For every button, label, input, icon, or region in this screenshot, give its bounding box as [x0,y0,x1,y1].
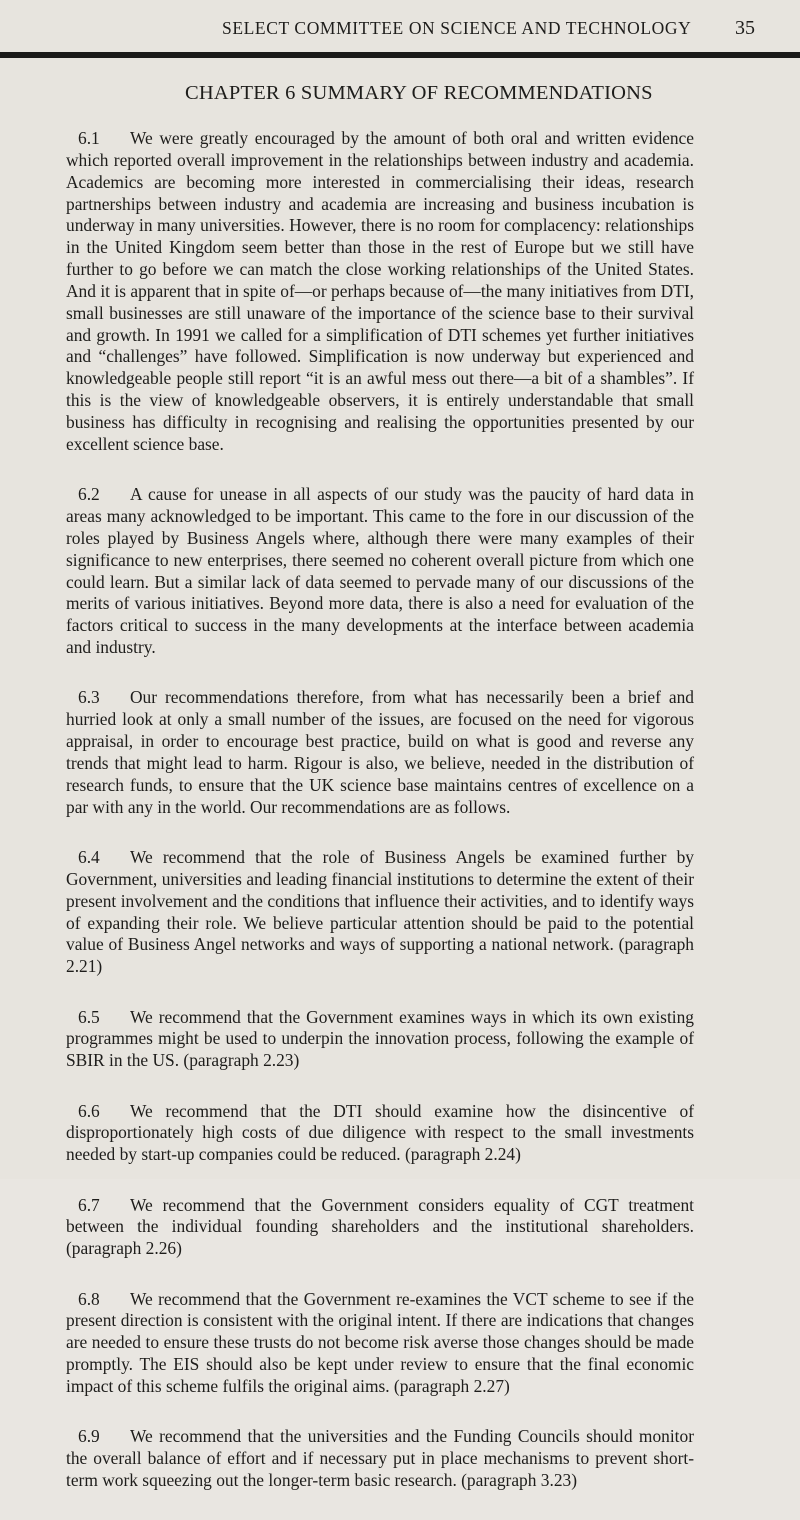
body-text [66,128,694,1520]
paragraph-6-8 [66,1289,694,1398]
page-number: 35 [735,17,755,39]
paragraph-text: We recommend that the DTI should examine how the disincentive of disproportionately high costs of due diligence with respect to the small investments needed by start-up companies could be reduced. (paragraph 2.24) [66,1100,694,1165]
paragraph-text: We recommend that the universities and the Funding Councils should monitor the overall balance of effort and if necessary put in place mechanisms to prevent short-term work squeezing out the longer-term basic research. (paragraph 3.23) [66,1426,694,1491]
paragraph-6-4 [66,847,694,978]
paragraph-text: We recommend that the Government considers equality of CGT treatment between the individual founding shareholders and the institutional shareholders. (paragraph 2.26) [66,1194,694,1259]
paragraph-6-1 [66,128,694,456]
paragraph-text: Our recommendations therefore, from what has necessarily been a brief and hurried look at only a small number of the issues, are focused on the need for vigorous appraisal, in order to encourage best practice, build on what is good and reverse any trends that might lead to harm. Rigour is also, we believe, needed in the distribution of research funds, to ensure that the UK science base maintains centres of excellence on a par with any in the world. Our recommendations are as follows. [66,687,694,817]
paragraph-number: 6.3 [78,687,100,708]
paragraph-text: We recommend that the Government examines ways in which its own existing programmes might be used to underpin the innovation process, following the example of SBIR in the US. (paragraph 2.23) [66,1006,694,1071]
paragraph-number: 6.5 [78,1006,100,1027]
paragraph-text: We recommend that the role of Business Angels be examined further by Government, universities and leading financial institutions to determine the extent of their present involvement and the conditions that influence their activities, and to identify ways of expanding their role. We believe particular attention should be paid to the potential value of Business Angel networks and ways of supporting a national network. (paragraph 2.21) [66,846,694,977]
paragraph-6-6 [66,1101,694,1167]
running-header [0,18,800,42]
paragraph-number: 6.9 [78,1426,100,1447]
paragraph-number: 6.2 [78,484,100,505]
paragraph-text: A cause for unease in all aspects of our study was the paucity of hard data in areas many acknowledged to be important. This came to the fore in our discussion of the roles played by Business Angels where, although there were many examples of their significance to new enterprises, there seemed no coherent overall picture from which one could learn. But a similar lack of data seemed to pervade many of our discussions of the merits of various initiatives. Beyond more data, there is also a need for evaluation of the factors critical to success in the many developments at the interface between academia and industry. [66,484,694,658]
paragraph-6-3 [66,687,694,818]
chapter-title: CHAPTER 6 SUMMARY OF RECOMMENDATIONS [185,82,653,104]
paragraph-number: 6.7 [78,1194,100,1215]
paragraph-6-2 [66,484,694,659]
paragraph-6-7 [66,1195,694,1261]
paragraph-number: 6.6 [78,1100,100,1121]
paragraph-6-5 [66,1007,694,1073]
paragraph-6-9 [66,1426,694,1492]
paragraph-number: 6.4 [78,846,100,867]
running-title: SELECT COMMITTEE ON SCIENCE AND TECHNOLOGY [222,18,692,38]
header-rule [0,52,800,58]
paragraph-text: We recommend that the Government re-examines the VCT scheme to see if the present direction is consistent with the original intent. If there are indications that changes are needed to ensure these trusts do not become risk averse those changes should be made promptly. The EIS should also be kept under review to ensure that the final economic impact of this scheme fulfils the original aims. (paragraph 2.27) [66,1288,694,1396]
paragraph-number: 6.1 [78,128,100,148]
paragraph-text: We were greatly encouraged by the amount of both oral and written evidence which reported overall improvement in the relationships between industry and academia. Academics are becoming more interested in commercialising their ideas, research partnerships between industry and academia are increasing and business incubation is underway in many universities. However, there is no room for complacency: relationships in the United Kingdom seem better than those in the rest of Europe but we still have further to go before we can match the close working relationships of the United States. And it is apparent that in spite of—or perhaps because of—the many initiatives from DTI, small businesses are still unaware of the importance of the science base to their survival and growth. In 1991 we called for a simplification of DTI schemes yet further initiatives and “challenges” have followed. Simplification is now underway but experienced and knowledgeable people still report “it is an awful mess out there—a bit of a shambles”. If this is the view of knowledgeable observers, it is entirely understandable that small business has difficulty in recognising and realising the opportunities presented by our excellent science base. [66,128,694,454]
paragraph-number: 6.8 [78,1288,100,1309]
